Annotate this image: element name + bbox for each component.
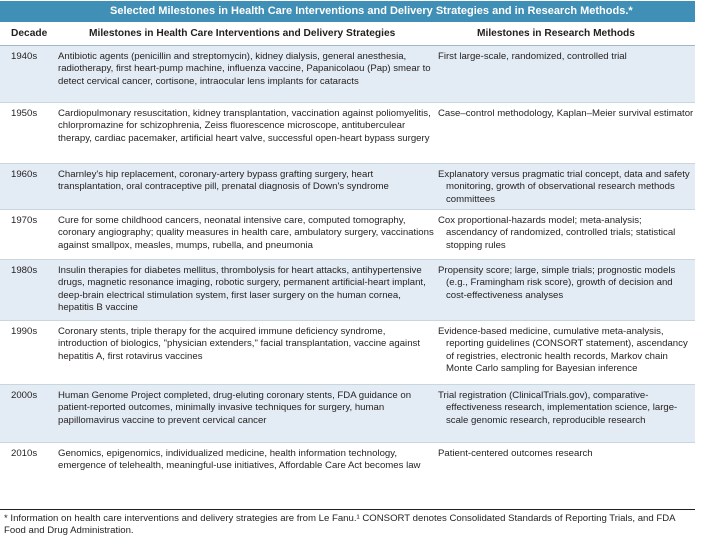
health-care-cell: Cure for some childhood cancers, neonatal intensive care, computed tomography, coronary angiography; quality measures in health care, ambulatory surgery, vaccinations against smallpox, measles, mumps, rubella, and pneumonia (58, 215, 434, 251)
table-row-2000s (0, 385, 695, 443)
table-row-1970s (0, 210, 695, 260)
research-cell (435, 260, 695, 302)
research-cell (435, 321, 695, 375)
decade-cell: 1980s (11, 265, 38, 276)
header-health-care: Milestones in Health Care Interventions and Delivery Strategies (89, 28, 396, 39)
research-cell (435, 210, 695, 252)
health-care-cell: Charnley's hip replacement, coronary-artery bypass grafting surgery, heart transplantation, oral contraceptive pill, prenatal diagnosis of Down's syndrome (58, 169, 389, 193)
decade-cell: 1940s (11, 51, 38, 62)
health-care-cell: Genomics, epigenomics, individualized medicine, health information technology, emergence of telehealth, meaningful-use initiatives, Affordable Care Act becomes law (58, 448, 421, 472)
research-text: Patient-centered outcomes research (438, 448, 593, 459)
decade-cell: 1970s (11, 215, 38, 226)
research-cell (435, 443, 695, 460)
research-cell (435, 103, 695, 120)
table-row-1990s (0, 321, 695, 385)
table-row-1980s (0, 260, 695, 321)
table-title: Selected Milestones in Health Care Interventions and Delivery Strategies and in Research Methods.* (0, 0, 695, 22)
research-cell (435, 46, 695, 63)
table-row-2010s (0, 443, 695, 491)
research-text: Propensity score; large, simple trials; prognostic models (e.g., Framingham risk score), growth of decision and cost-effectiveness analyses (438, 265, 676, 301)
decade-cell: 1960s (11, 169, 38, 180)
header-row (0, 22, 695, 46)
health-care-cell: Antibiotic agents (penicillin and streptomycin), kidney dialysis, general anesthesia, radiotherapy, first heart-pump machine, influenza vaccine, Papanicolaou (Pap) smear to detect cervical cancer, cortisone, intraocular lens implants for cataracts (58, 51, 431, 87)
research-text: Trial registration (ClinicalTrials.gov), comparative-effectiveness research, implementation science, large-scale genomic research, reproducible research (438, 390, 678, 426)
header-decade: Decade (11, 28, 48, 39)
health-care-cell: Human Genome Project completed, drug-eluting coronary stents, FDA guidance on patient-reported outcomes, minimally invasive techniques for surgery, human papillomavirus vaccine to prevent cervical cancer (58, 390, 412, 426)
research-text: Cox proportional-hazards model; meta-analysis; ascendancy of randomized, controlled trials; statistical stopping rules (438, 215, 676, 251)
health-care-cell: Insulin therapies for diabetes mellitus, thrombolysis for heart attacks, antihypertensive drugs, magnetic resonance imaging, robotic surgery, permanent artificial-heart implant, deep-brain electrical stimulation system, first laser surgery on the human cornea, hepatitis B vaccine (58, 265, 426, 313)
research-text: First large-scale, randomized, controlled trial (438, 51, 627, 62)
table-row-1950s (0, 103, 695, 164)
research-cell (435, 164, 695, 206)
decade-cell: 2010s (11, 448, 38, 459)
research-cell (435, 385, 695, 427)
header-research-methods: Milestones in Research Methods (477, 28, 635, 39)
decade-cell: 1990s (11, 326, 38, 337)
health-care-cell: Cardiopulmonary resuscitation, kidney transplantation, vaccination against poliomyelitis, chlorpromazine for schizophrenia, Zeiss fluorescence microscope, antituberculear therapy, cardiac pacemaker, artificial heart valve, successful open-heart bypass surgery (58, 108, 431, 144)
decade-cell: 2000s (11, 390, 38, 401)
health-care-cell: Coronary stents, triple therapy for the acquired immune deficiency syndrome, introduction of biologics, "physician extenders," facial transplantation, vaccine against hepatitis A, first rotavirus vaccines (58, 326, 420, 362)
research-text: Case–control methodology, Kaplan–Meier survival estimator (438, 108, 694, 119)
table-row-1960s (0, 164, 695, 210)
research-text: Evidence-based medicine, cumulative meta-analysis, reporting guidelines (CONSORT statement), ascendancy of registries, electronic health records, Markov chain Monte Carlo sampling for Bayesian inference (438, 326, 688, 374)
table-row-1940s (0, 46, 695, 103)
research-text: Explanatory versus pragmatic trial concept, data and safety monitoring, growth of observational research methods committees (438, 169, 690, 205)
decade-cell: 1950s (11, 108, 38, 119)
footnote: * Information on health care interventions and delivery strategies are from Le Fanu.¹ CONSORT denotes Consolidated Standards of Reporting Trials, and FDA Food and Drug Administration. (4, 513, 676, 536)
bottom-divider (0, 509, 695, 510)
